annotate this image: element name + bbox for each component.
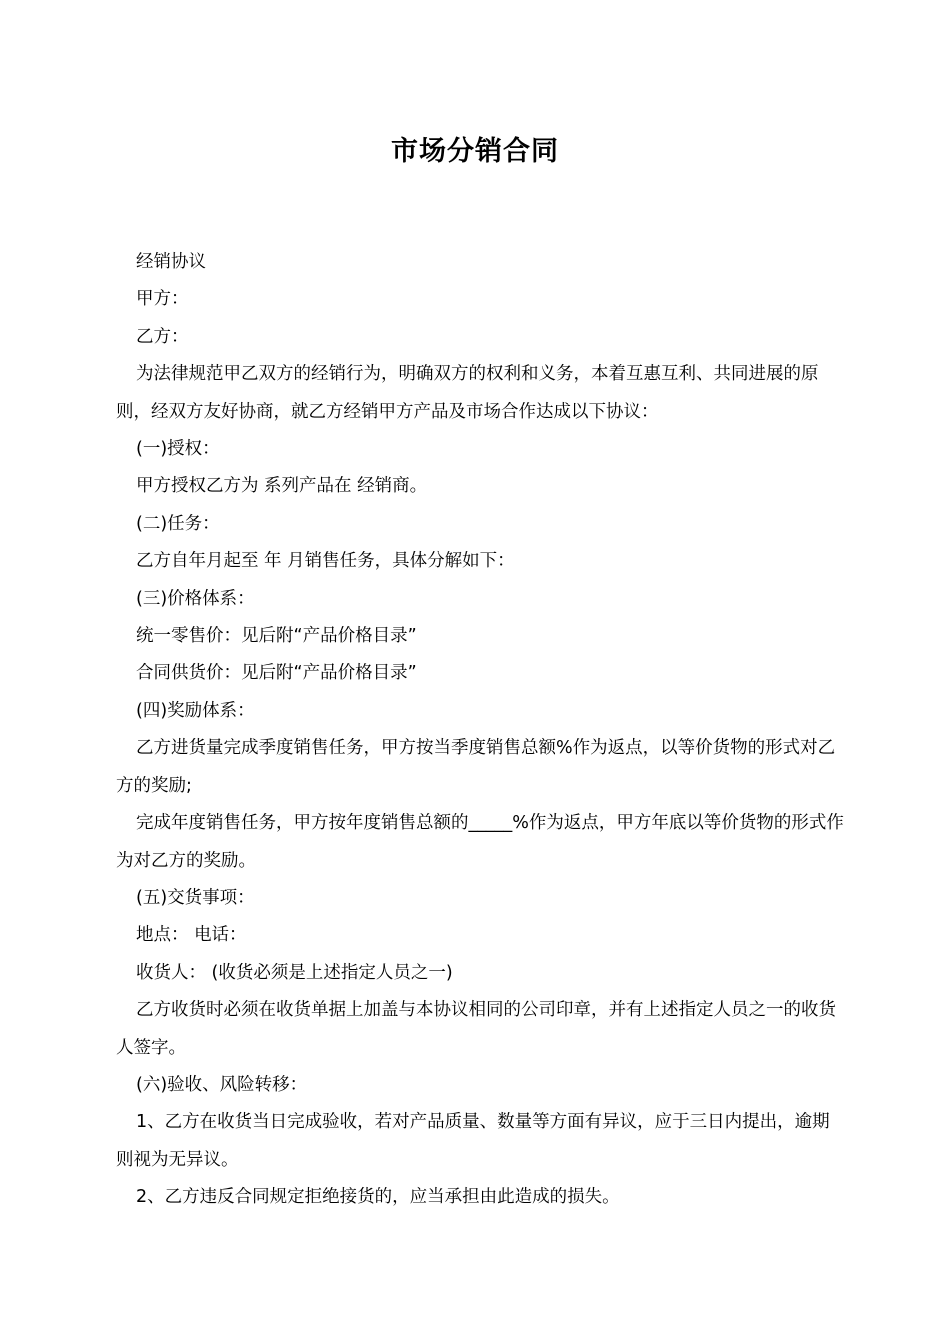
- section-heading-acceptance: (六)验收、风险转移：: [136, 1074, 308, 1095]
- paragraph-location-phone: 地点： 电话：: [136, 925, 247, 946]
- section-heading-pricing: (三)价格体系：: [136, 588, 255, 609]
- paragraph-quarterly-reward: 乙方进货量完成季度销售任务，甲方按当季度销售总额%作为返点，以等价货物的形式对乙方的奖励;: [116, 738, 836, 796]
- section-heading-tasks: (二)任务：: [136, 513, 220, 534]
- paragraph-tasks: 乙方自年月起至 年 月销售任务，具体分解如下：: [136, 551, 515, 572]
- paragraph-supply-price: 合同供货价：见后附“产品价格目录”: [136, 663, 417, 684]
- paragraph-preamble: 为法律规范甲乙双方的经销行为，明确双方的权利和义务，本着互惠互利、共同进展的原则，经双方友好协商，就乙方经销甲方产品及市场合作达成以下协议：: [116, 364, 819, 422]
- paragraph-party-a: 甲方：: [136, 289, 189, 310]
- document-title: 市场分销合同: [391, 136, 559, 167]
- paragraph-annual-reward: 完成年度销售任务，甲方按年度销售总额的_____%作为返点，甲方年底以等价货物的形式作为对乙方的奖励。: [116, 813, 844, 871]
- paragraph-authorization: 甲方授权乙方为 系列产品在 经销商。: [136, 476, 428, 497]
- paragraph-agreement-label: 经销协议: [136, 252, 206, 272]
- document-body: [116, 244, 846, 1217]
- paragraph-inspection: 1、乙方在收货当日完成验收，若对产品质量、数量等方面有异议，应于三日内提出，逾期则视为无异议。: [116, 1112, 830, 1170]
- paragraph-receipt-seal: 乙方收货时必须在收货单据上加盖与本协议相同的公司印章，并有上述指定人员之一的收货人签字。: [116, 1000, 836, 1058]
- paragraph-retail-price: 统一零售价：见后附“产品价格目录”: [136, 626, 417, 647]
- paragraph-party-b: 乙方：: [136, 326, 189, 347]
- section-heading-rewards: (四)奖励体系：: [136, 700, 255, 721]
- section-heading-authorization: (一)授权：: [136, 439, 220, 460]
- paragraph-refusal: 2、乙方违反合同规定拒绝接货的，应当承担由此造成的损失。: [136, 1187, 620, 1208]
- paragraph-consignee: 收货人： (收货必须是上述指定人员之一): [136, 962, 453, 983]
- section-heading-delivery: (五)交货事项：: [136, 887, 255, 908]
